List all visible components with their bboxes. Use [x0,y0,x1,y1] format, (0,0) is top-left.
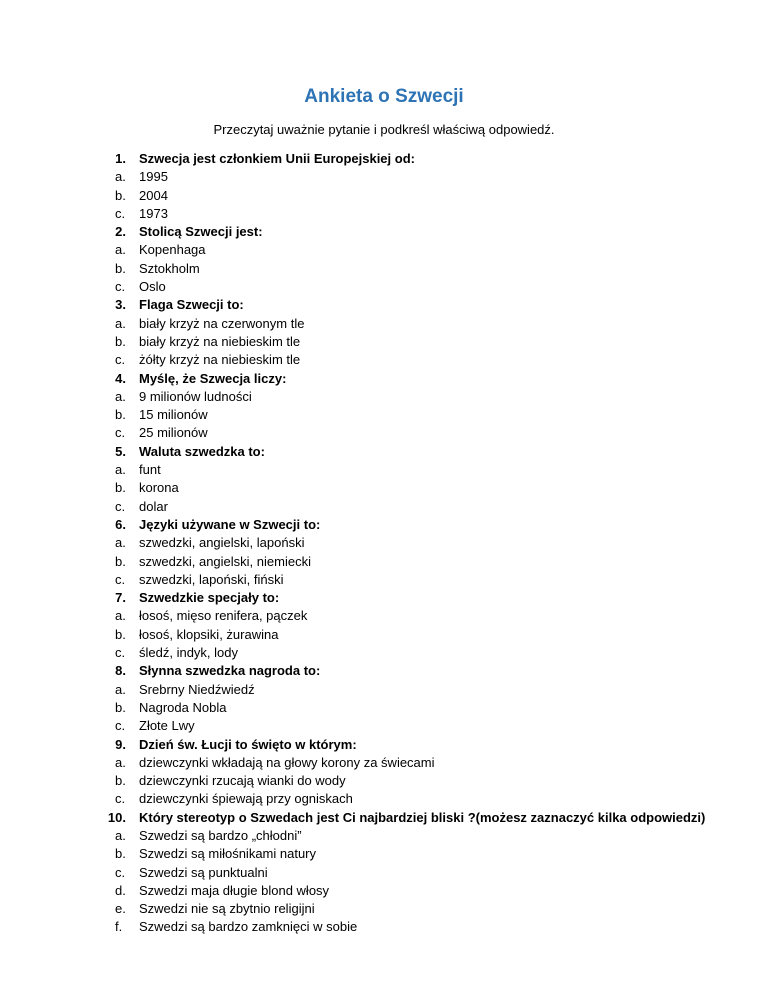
answer-letter: b. [115,553,126,569]
answer-text: dziewczynki śpiewają przy ogniskach [139,791,353,807]
document-instruction: Przeczytaj uważnie pytanie i podkreśl właściwą odpowiedź. [213,122,555,137]
answer-option [0,424,768,442]
answer-option [0,351,768,369]
answer-option [0,607,768,625]
answer-option [0,168,768,186]
question-text: Słynna szwedzka nagroda to: [139,663,321,679]
answer-list [0,461,768,516]
question-item [0,370,768,443]
answer-text: Sztokholm [139,260,200,276]
answer-text: łosoś, mięso renifera, pączek [139,608,308,624]
answer-list [0,315,768,370]
answer-option [0,571,768,589]
answer-option [0,918,768,936]
question-number: 5. [115,443,126,459]
answer-option [0,260,768,278]
question-line [0,736,768,754]
answer-letter: b. [115,333,126,349]
answer-text: Szwedzi maja długie blond włosy [139,882,330,898]
answer-letter: a. [115,169,126,185]
answer-letter: b. [115,626,126,642]
answer-option [0,827,768,845]
question-number: 8. [115,663,126,679]
answer-option [0,699,768,717]
answer-letter: a. [115,827,126,843]
answer-text: Złote Lwy [139,718,195,734]
answer-letter: b. [115,480,126,496]
answer-letter: b. [115,846,126,862]
question-item [0,589,768,662]
answer-letter: c. [115,425,126,441]
answer-option [0,845,768,863]
question-line [0,516,768,534]
question-text: Myślę, że Szwecja liczy: [139,370,287,386]
answer-text: 9 milionów ludności [139,388,252,404]
answer-letter: a. [115,462,126,478]
question-item [0,809,768,937]
answer-letter: a. [115,608,126,624]
answer-letter: d. [115,882,126,898]
answer-text: łosoś, klopsiki, żurawina [139,626,279,642]
answer-text: dziewczynki rzucają wianki do wody [139,773,346,789]
answer-text: biały krzyż na czerwonym tle [139,315,305,331]
question-line [0,223,768,241]
answer-option [0,333,768,351]
answer-option [0,241,768,259]
question-number: 9. [115,736,126,752]
answer-text: szwedzki, lapoński, fiński [139,571,284,587]
question-item [0,662,768,735]
question-text: Który stereotyp o Szwedach jest Ci najbardziej bliski ?(możesz zaznaczyć kilka odpowiedzi) [139,809,706,825]
answer-letter: a. [115,242,126,258]
answer-letter: c. [115,279,126,295]
answer-text: 25 milionów [139,425,208,441]
question-text: Flaga Szwecji to: [139,297,244,313]
answer-letter: a. [115,535,126,551]
answer-list [0,168,768,223]
answer-text: biały krzyż na niebieskim tle [139,333,301,349]
question-text: Waluta szwedzka to: [139,443,265,459]
question-item [0,516,768,589]
answer-letter: a. [115,388,126,404]
answer-option [0,278,768,296]
answer-text: Szwedzi nie są zbytnio religijni [139,901,315,917]
question-number: 6. [115,516,126,532]
answer-text: 2004 [139,187,168,203]
answer-list [0,534,768,589]
answer-list [0,827,768,937]
answer-text: 15 milionów [139,407,208,423]
answer-text: funt [139,462,161,478]
question-number: 10. [107,809,126,825]
answer-text: Szwedzi są miłośnikami natury [139,846,317,862]
question-line [0,809,768,827]
answer-text: Nagroda Nobla [139,699,227,715]
answer-letter: b. [115,260,126,276]
answer-option [0,772,768,790]
answer-option [0,498,768,516]
answer-text: szwedzki, angielski, niemiecki [139,553,311,569]
answer-option [0,534,768,552]
answer-text: Kopenhaga [139,242,206,258]
answer-text: Szwedzi są bardzo „chłodni” [139,827,302,843]
answer-letter: c. [115,645,126,661]
answer-option [0,864,768,882]
answer-letter: e. [115,901,126,917]
question-number: 1. [115,151,126,166]
answer-list [0,607,768,662]
answer-option [0,205,768,223]
question-item [0,150,768,223]
answer-letter: c. [115,718,126,734]
answer-option [0,882,768,900]
answer-option [0,900,768,918]
question-item [0,296,768,369]
question-text: Dzień św. Łucji to święto w którym: [139,736,357,752]
answer-letter: b. [115,407,126,423]
answer-text: dolar [139,498,168,514]
answer-option [0,754,768,772]
answer-option [0,479,768,497]
answer-option [0,406,768,424]
answer-text: Oslo [139,279,166,295]
answer-option [0,315,768,333]
answer-text: szwedzki, angielski, lapoński [139,535,305,551]
answer-letter: c. [115,791,126,807]
answer-text: Srebrny Niedźwiedź [139,681,255,697]
answer-option [0,553,768,571]
answer-letter: a. [115,754,126,770]
question-number: 7. [115,590,126,606]
question-list [0,150,768,937]
answer-letter: b. [115,699,126,715]
answer-text: Szwedzi są bardzo zamknięci w sobie [139,919,358,935]
question-text: Stolicą Szwecji jest: [139,224,263,240]
answer-option [0,717,768,735]
answer-text: żółty krzyż na niebieskim tle [139,352,301,368]
answer-letter: a. [115,315,126,331]
answer-letter: f. [115,919,123,935]
question-item [0,736,768,809]
answer-option [0,461,768,479]
question-number: 2. [115,224,126,240]
answer-list [0,388,768,443]
answer-text: korona [139,480,179,496]
answer-letter: c. [115,352,126,368]
answer-option [0,681,768,699]
answer-option [0,626,768,644]
question-text: Języki używane w Szwecji to: [139,516,321,532]
answer-option [0,790,768,808]
answer-letter: b. [115,187,126,203]
question-text: Szwedzkie specjały to: [139,590,280,606]
answer-text: Szwedzi są punktualni [139,864,268,880]
answer-letter: c. [115,205,126,221]
question-item [0,443,768,516]
question-text: Szwecja jest członkiem Unii Europejskiej od: [139,151,415,166]
answer-option [0,388,768,406]
question-line [0,443,768,461]
answer-text: śledź, indyk, lody [139,645,238,661]
answer-letter: a. [115,681,126,697]
answer-letter: b. [115,773,126,789]
answer-letter: c. [115,864,126,880]
answer-list [0,681,768,736]
answer-text: 1973 [139,205,168,221]
question-line [0,296,768,314]
question-item [0,223,768,296]
answer-list [0,754,768,809]
answer-letter: c. [115,498,126,514]
question-number: 3. [115,297,126,313]
question-line [0,150,768,168]
question-line [0,589,768,607]
answer-letter: c. [115,571,126,587]
question-line [0,370,768,388]
answer-option [0,187,768,205]
answer-text: 1995 [139,169,168,185]
answer-text: dziewczynki wkładają na głowy korony za świecami [139,754,435,770]
question-number: 4. [115,370,126,386]
document-title: Ankieta o Szwecji [304,86,464,107]
question-line [0,662,768,680]
answer-option [0,644,768,662]
answer-list [0,241,768,296]
